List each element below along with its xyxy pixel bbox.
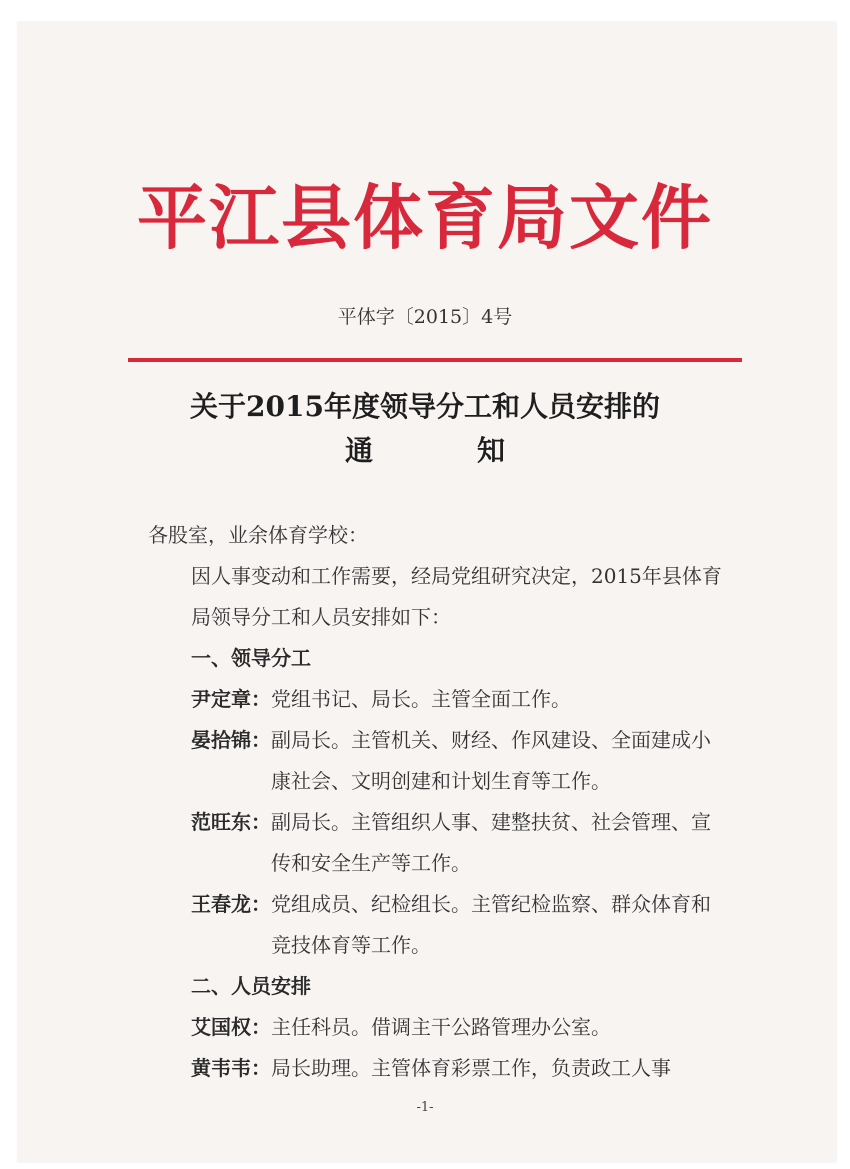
notice-title: [0, 385, 850, 473]
leader-entry: [148, 802, 728, 884]
notice-title-char-tong: 通: [344, 434, 373, 467]
staff-name: 黄韦韦：: [191, 1056, 271, 1080]
salutation: 各股室，业余体育学校：: [148, 523, 368, 547]
leader-duty: 副局长。主管机关、财经、作风建设、全面建成小康社会、文明创建和计划生育等工作。: [271, 728, 711, 793]
document-number: 平体字〔2015〕4号: [337, 306, 513, 328]
staff-name: 艾国权：: [191, 1015, 271, 1039]
staff-entry: [148, 1007, 728, 1048]
notice-title-line2: [0, 429, 850, 473]
staff-entry: [148, 1048, 728, 1089]
page-number: -1-: [416, 1100, 434, 1115]
leader-duty: 党组成员、纪检组长。主管纪检监察、群众体育和竞技体育等工作。: [271, 892, 711, 957]
staff-duty: 主任科员。借调主干公路管理办公室。: [271, 1015, 611, 1039]
notice-body: [148, 515, 728, 1089]
leader-name: 王春龙：: [191, 892, 271, 916]
leader-entry: [148, 884, 728, 966]
intro-paragraph: 因人事变动和工作需要，经局党组研究决定，2015年县体育局领导分工和人员安排如下：: [191, 564, 722, 629]
staff-duty: 局长助理。主管体育彩票工作，负责政工人事: [271, 1056, 671, 1080]
leader-entry: [148, 679, 728, 720]
section-heading-leaders: 一、领导分工: [191, 646, 311, 670]
leader-name: 范旺东：: [191, 810, 271, 834]
leader-name: 尹定章：: [191, 687, 271, 711]
leader-duty: 党组书记、局长。主管全面工作。: [271, 687, 571, 711]
leader-entry: [148, 720, 728, 802]
leader-name: 晏拾锦：: [191, 728, 271, 752]
red-divider-line: [128, 358, 742, 362]
notice-title-char-zhi: 知: [477, 434, 506, 467]
notice-title-line1: 关于2015年度领导分工和人员安排的: [190, 390, 660, 423]
document-masthead: 平江县体育局文件: [137, 176, 713, 259]
leader-duty: 副局长。主管组织人事、建整扶贫、社会管理、宣传和安全生产等工作。: [271, 810, 711, 875]
section-heading-staff: 二、人员安排: [191, 974, 311, 998]
